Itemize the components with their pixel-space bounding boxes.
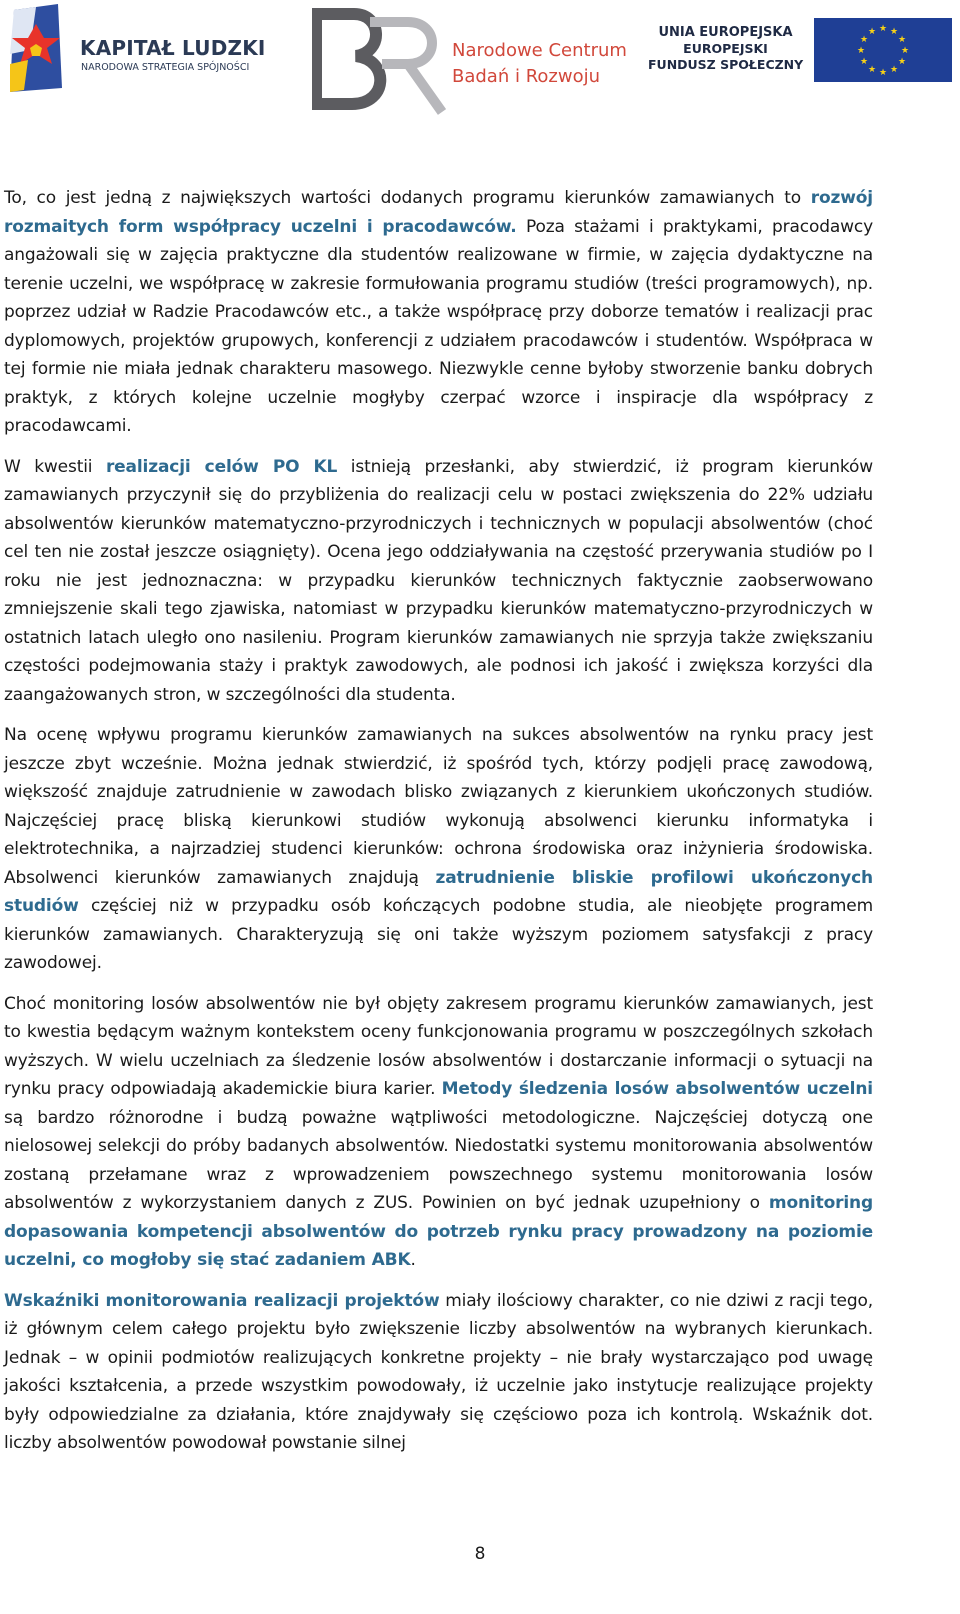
eu-text [648, 24, 803, 73]
text-run: . [410, 1250, 416, 1270]
text-run: Choć monitoring losów absolwentów nie był objęty zakresem programu kierunków zamawianych, jest to kwestia będącym ważnym kontekstem oceny funkcjonowania programu w poszczególnych szkołach wyższych. W wielu uczelniach za śledzenie losów absolwentów i dostarczanie informacji o sytuacji na rynku pracy odpowiadają akademickie biura karier. [4, 993, 873, 1099]
kapital-ludzki-subtitle: NARODOWA STRATEGIA SPÓJNOŚCI [81, 62, 250, 73]
svg-text:★: ★ [859, 57, 869, 67]
kapital-ludzki-flag-icon [6, 4, 66, 92]
body-paragraph [4, 453, 873, 710]
br-monogram-icon [312, 8, 452, 116]
svg-text:★: ★ [900, 46, 910, 56]
text-run: Poza stażami i praktykami, pracodawcy angażowali się w zajęcia praktyczne dla studentów realizowane w firmie, w zajęcia dydaktyczne na terenie uczelni, we współpracę w zakresie formułowania programu studiów (treści programowych), np. poprzez udział w Radzie Pracodawców etc., a także współpracę przy doborze tematów i realizacji prac dyplomowych, projektów grupowych, konferencji z udziałem pracodawców i studentów. Współpraca w tej formie nie miała jednak charakteru masowego. Niezwykle cenne byłoby stworzenie banku dobrych praktyk, z których kolejne uczelnie mogłyby czerpać wzorce i inspiracje dla współpracy z pracodawcami. [4, 216, 873, 436]
text-run: są bardzo różnorodne i budzą poważne wątpliwości metodologiczne. Najczęściej dotyczą one nielosowej selekcji do próby badanych absolwentów. Niedostatki systemu monitorowania absolwentów zostaną przełamane wraz z wprowadzeniem powszechnego systemu monitorowania losów absolwentów z wykorzystaniem danych z ZUS. Powinien on być jednak uzupełniony o [4, 1107, 873, 1213]
ncbr-name-line1: Narodowe Centrum [452, 40, 627, 61]
text-run: W kwestii [4, 456, 106, 477]
text-run: częściej niż w przypadku osób kończących podobne studia, ale nieobjęte programem kierunków zamawianych. Charakteryzują się oni także wyższym poziomem satysfakcji z pracy zawodowej. [4, 896, 873, 973]
text-run: miały ilościowy charakter, co nie dziwi z racji tego, iż głównym celem całego projektu było zwiększenie liczby absolwentów na wybranych kierunkach. Jednak – w opinii podmiotów realizujących konkretne projekty – nie brały wystarczająco pod uwagę jakości kształcenia, a przede wszystkim powodowały, iż uczelnie jako instytucje realizujące projekty były odpowiedzialne za działania, które znajdywały się częściowo poza ich kontrolą. Wskaźnik dot. liczby absolwentów powodował powstanie silnej [4, 1290, 874, 1453]
highlighted-phrase: Wskaźniki monitorowania realizacji projektów [4, 1290, 440, 1311]
highlighted-phrase: zatrudnienie bliskie profilowi ukończonych studiów [4, 867, 873, 916]
highlighted-phrase: realizacji celów PO KL [105, 456, 338, 477]
body-paragraph [4, 184, 873, 441]
svg-text:★: ★ [897, 35, 907, 45]
kapital-ludzki-title: KAPITAŁ LUDZKI [80, 36, 266, 60]
text-run: To, co jest jedną z największych wartości dodanych programu kierunków zamawianych to [4, 188, 811, 208]
svg-text:★: ★ [897, 57, 907, 67]
page-number: 8 [474, 1544, 486, 1564]
eu-line2: EUROPEJSKI [683, 41, 768, 56]
body-paragraph [4, 990, 873, 1275]
svg-text:★: ★ [859, 35, 869, 45]
body-paragraph [4, 1287, 873, 1458]
eu-logo [648, 18, 954, 84]
svg-text:★: ★ [878, 68, 888, 78]
page-header [0, 0, 960, 120]
svg-text:★: ★ [889, 27, 899, 37]
svg-text:★: ★ [867, 65, 877, 75]
highlighted-phrase: Metody śledzenia losów absolwentów uczelni [441, 1079, 873, 1099]
highlighted-phrase: monitoring dopasowania kompetencji absolwentów do potrzeb rynku pracy prowadzony na poziomie uczelni, co mogłoby się stać zadaniem ABK [4, 1193, 873, 1270]
svg-text:★: ★ [889, 65, 899, 75]
text-run: Na ocenę wpływu programu kierunków zamawianych na sukces absolwentów na rynku pracy jest jeszcze zbyt wcześnie. Można jednak stwierdzić, iż spośród tych, którzy podjęli pracę zawodową, większość znajduje zatrudnienie w zawodach blisko związanych z kierunkiem ukończonych studiów. Najczęściej pracę bliską kierunkowi studiów wykonują absolwenci kierunku informatyka i elektrotechnika, a najrzadziej studenci kierunków: ochrona środowiska oraz inżynieria środowiska. Absolwenci kierunków zamawianych znajdują [4, 725, 873, 888]
document-body [4, 184, 873, 1470]
svg-text:★: ★ [856, 46, 866, 56]
svg-text:★: ★ [878, 24, 888, 34]
svg-text:★: ★ [867, 27, 877, 37]
body-paragraph [4, 721, 873, 978]
eu-line3: FUNDUSZ SPOŁECZNY [648, 57, 804, 72]
ncbr-name [452, 38, 627, 90]
ncbr-name-line2: Badań i Rozwoju [452, 66, 600, 87]
eu-flag-icon [814, 18, 952, 82]
eu-line1: UNIA EUROPEJSKA [658, 25, 793, 40]
highlighted-phrase: rozwój rozmaitych form współpracy uczelni i pracodawców. [4, 188, 873, 237]
text-run: istnieją przesłanki, aby stwierdzić, iż program kierunków zamawianych przyczynił się do przybliżenia do realizacji celu w postaci zwiększenia do 22% udziału absolwentów kierunków matematyczno-przyrodniczych i technicznych w populacji absolwentów (choć cel ten nie został jeszcze osiągnięty). Ocena jego oddziaływania na częstość przerywania studiów po I roku nie jest jednoznaczna: w przypadku kierunków technicznych faktycznie zaobserwowano zmniejszenie skali tego zjawiska, natomiast w przypadku kierunków matematyczno-przyrodniczych w ostatnich latach uległo ono nasileniu. Program kierunków zamawianych nie sprzyja także zwiększaniu częstości podejmowania staży i praktyk zawodowych, ale podnosi ich jakość i zwiększa korzyści dla zaangażowanych stron, w szczególności dla studenta. [4, 456, 874, 705]
kapital-ludzki-logo [6, 4, 276, 92]
ncbr-logo [312, 8, 627, 116]
